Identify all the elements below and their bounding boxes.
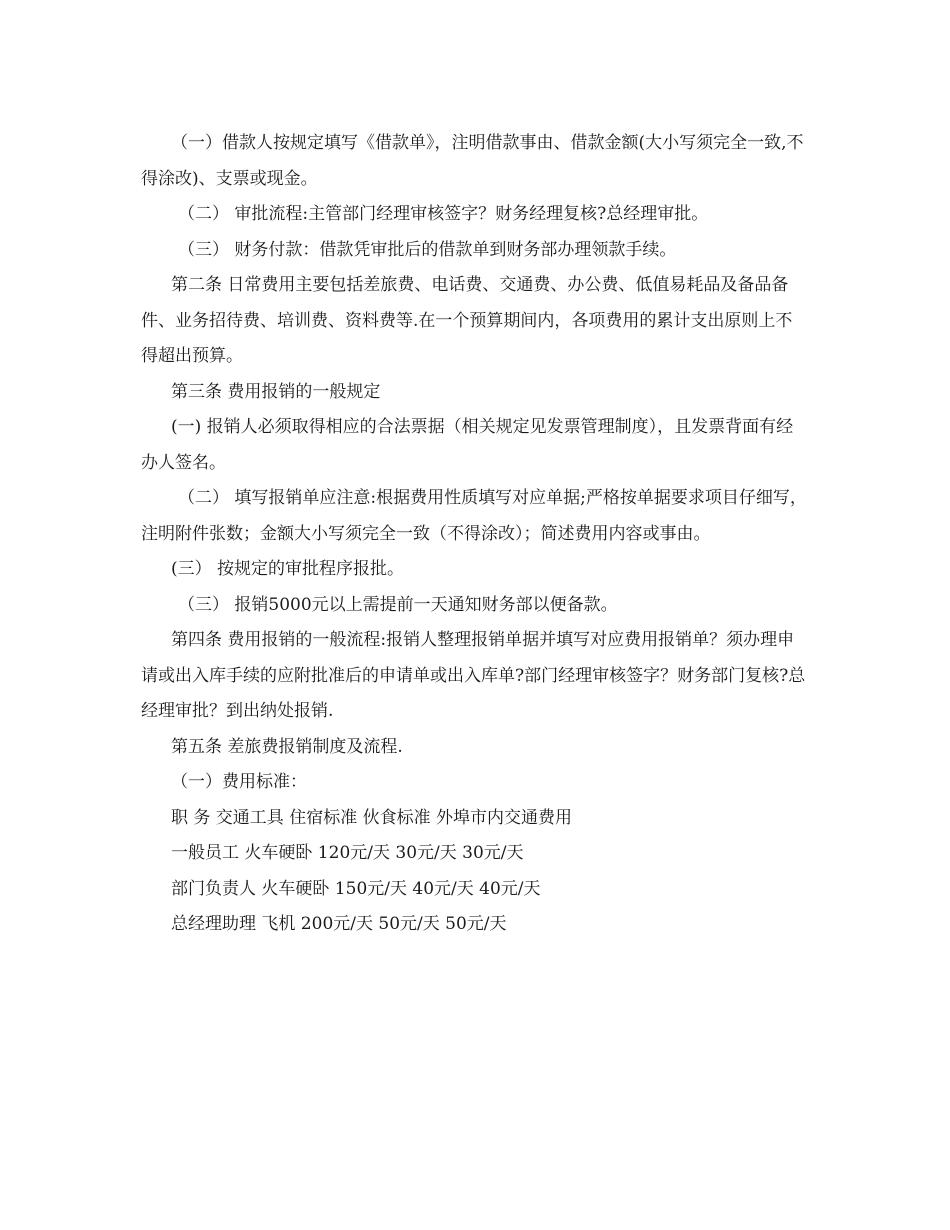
paragraph-article-5-heading: 第五条 差旅费报销制度及流程. — [171, 736, 403, 757]
standards-row-gm-assistant: 总经理助理 飞机 200元/天 50元/天 50元/天 — [171, 914, 507, 934]
paragraph-approval-process: （二） 审批流程:主管部门经理审核签字？财务经理复核?总经理审批。 — [178, 204, 709, 224]
standards-header-row: 职 务 交通工具 住宿标准 伙食标准 外埠市内交通费用 — [171, 807, 573, 828]
paragraph-advance-notice: （三） 报销5000元以上需提前一天通知财务部以便备款。 — [178, 594, 618, 615]
paragraph-loan-application: （一）借款人按规定填写《借款单》，注明借款事由、借款金额(大小写须完全一致,不得涂改)、支票或现金。 — [141, 133, 804, 189]
paragraph-reimbursement-form: （二） 填写报销单应注意:根据费用性质填写对应单据;严格按单据要求项目仔细写，注明附件张数；金额大小写须完全一致（不得涂改）；简述费用内容或事由。 — [141, 488, 807, 544]
document-body — [141, 126, 809, 943]
standards-row-department-head: 部门负责人 火车硬卧 150元/天 40元/天 40元/天 — [171, 878, 541, 899]
standards-row-general-staff: 一般员工 火车硬卧 120元/天 30元/天 30元/天 — [171, 843, 524, 863]
paragraph-approval-procedure: (三） 按规定的审批程序报批。 — [171, 559, 405, 579]
paragraph-article-4: 第四条 费用报销的一般流程:报销人整理报销单据并填写对应费用报销单？须办理申请或出入库手续的应附批准后的申请单或出入库单?部门经理审核签字？财务部门复核?总经理审批？到出纳处报销. — [141, 630, 806, 721]
paragraph-finance-payment: （三） 财务付款：借款凭审批后的借款单到财务部办理领款手续。 — [178, 239, 677, 260]
paragraph-cost-standards: （一）费用标准： — [171, 772, 307, 792]
paragraph-reimbursement-receipts: (一) 报销人必须取得相应的合法票据（相关规定见发票管理制度），且发票背面有经办人签名。 — [141, 417, 794, 473]
paragraph-article-2: 第二条 日常费用主要包括差旅费、电话费、交通费、办公费、低值易耗品及备品备件、业务招待费、培训费、资料费等.在一个预算期间内，各项费用的累计支出原则上不得超出预算。 — [141, 275, 793, 366]
paragraph-article-3-heading: 第三条 费用报销的一般规定 — [171, 381, 381, 402]
